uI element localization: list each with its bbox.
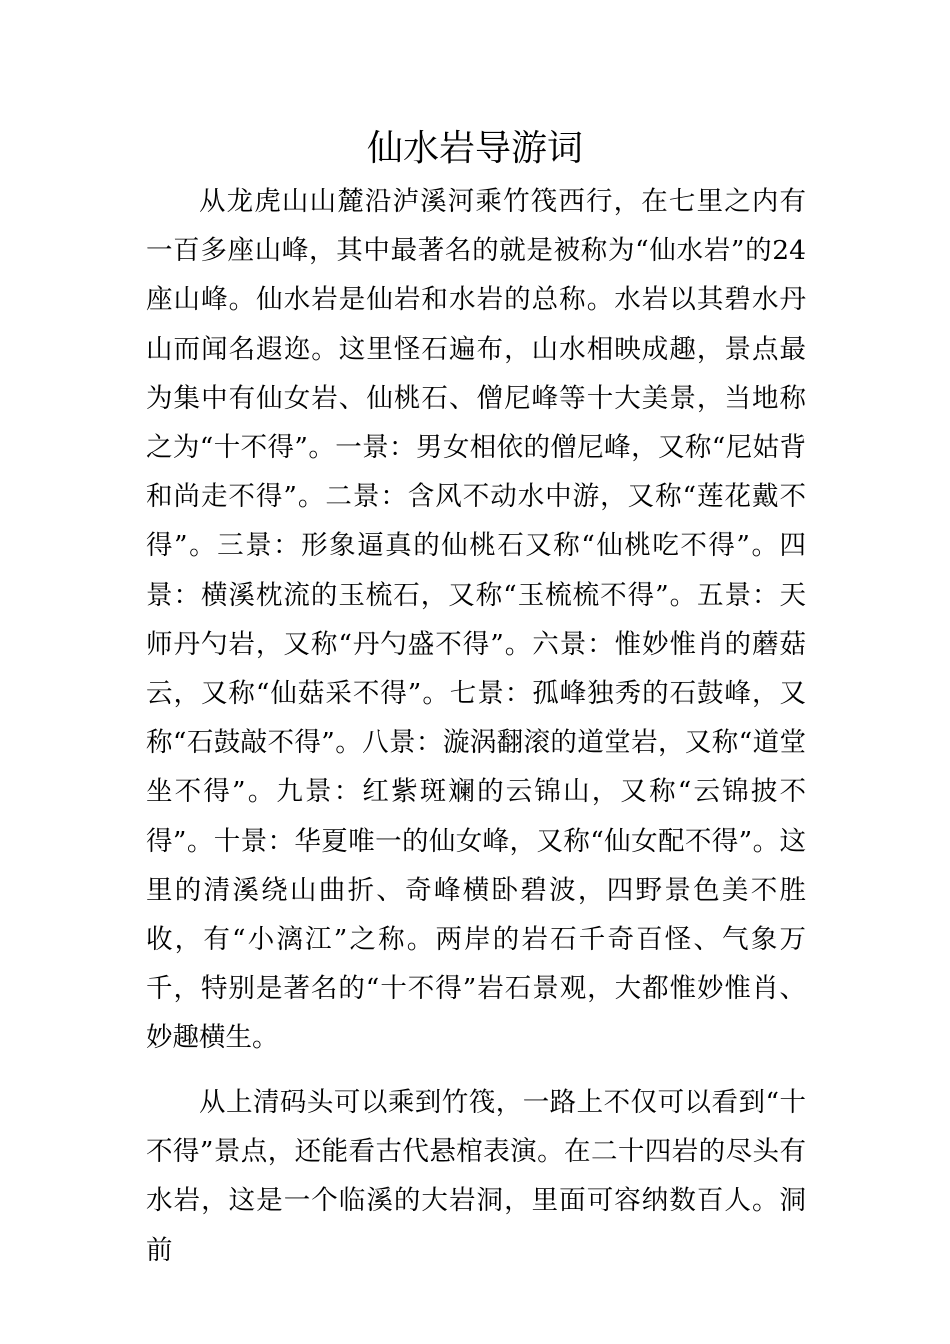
body-paragraph-1: 从龙虎山山麓沿泸溪河乘竹筏西行，在七里之内有一百多座山峰，其中最著名的就是被称为“仙水岩”的24座山峰。仙水岩是仙岩和水岩的总称。水岩以其碧水丹山而闻名遐迩。这里怪石遍布，山水相映成趣，景点最为集中有仙女岩、仙桃石、僧尼峰等十大美景，当地称之为“十不得”。一景：男女相依的僧尼峰，又称“尼姑背和尚走不得”。二景：含风不动水中游，又称“莲花戴不得”。三景：形象逼真的仙桃石又称“仙桃吃不得”。四景：横溪枕流的玉梳石，又称“玉梳梳不得”。五景：天师丹勺岩，又称“丹勺盛不得”。六景：惟妙惟肖的蘑菇云，又称“仙菇采不得”。七景：孤峰独秀的石鼓峰，又称“石鼓敲不得”。八景：漩涡翻滚的道堂岩，又称“道堂坐不得”。九景：红紫斑斓的云锦山，又称“云锦披不得”。十景：华夏唯一的仙女峰，又称“仙女配不得”。这里的清溪绕山曲折、奇峰横卧碧波，四野景色美不胜收，有“小漓江”之称。两岸的岩石千奇百怪、气象万千，特别是著名的“十不得”岩石景观，大都惟妙惟肖、妙趣横生。: [146, 186, 806, 1054]
body-paragraph-2: 从上清码头可以乘到竹筏，一路上不仅可以看到“十不得”景点，还能看古代悬棺表演。在二十四岩的尽头有水岩，这是一个临溪的大岩洞，里面可容纳数百人。洞前: [146, 1087, 806, 1266]
page-title: 仙水岩导游词: [366, 128, 583, 169]
